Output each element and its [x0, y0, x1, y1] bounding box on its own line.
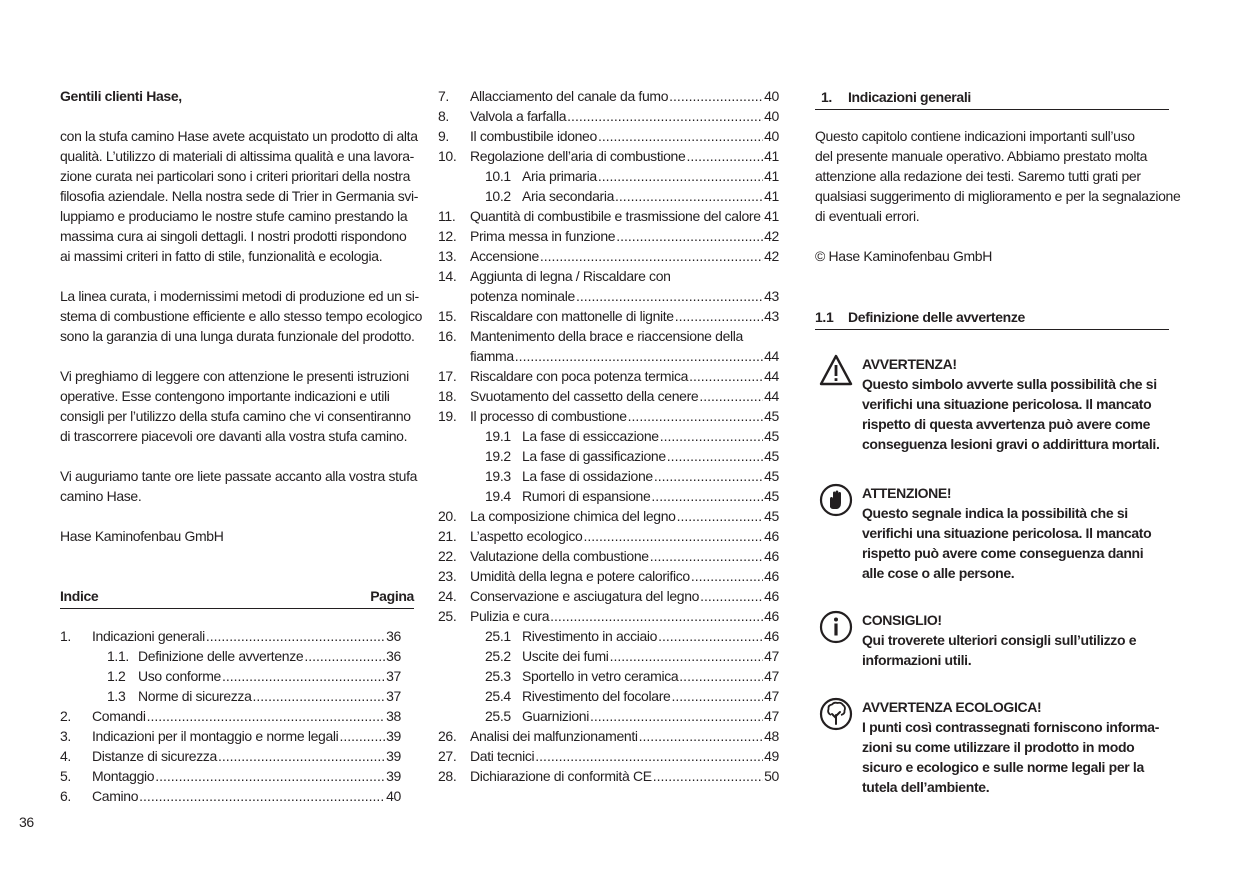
text-line: consigli per l’utilizzo della stufa camino che vi consentiranno: [60, 408, 411, 424]
toc-number: 28.: [438, 768, 457, 784]
toc-number: 1.: [60, 628, 71, 644]
section-number: 1.1: [815, 309, 834, 325]
toc-leader-dots: [628, 406, 763, 426]
toc-number: 19.3: [485, 468, 511, 484]
toc-leader-dots: [147, 706, 386, 726]
toc-entry[interactable]: [92, 746, 401, 766]
toc-page-number: 38: [386, 708, 401, 724]
toc-entry[interactable]: [470, 366, 779, 386]
intro-paragraph-3: [60, 366, 414, 446]
toc-leader-dots: [660, 426, 763, 446]
text-line: Qui troverete ulteriori consigli sull’utilizzo e: [862, 632, 1137, 648]
text-line: qualsiasi suggerimento di miglioramento e per la segnalazione: [815, 188, 1181, 204]
toc-page-number: 43: [764, 308, 779, 324]
toc-leader-dots: [583, 526, 763, 546]
toc-leader-dots: [139, 786, 385, 806]
page-number: 36: [19, 814, 34, 830]
toc-leader-dots: [671, 686, 763, 706]
toc-number: 9.: [438, 128, 449, 144]
toc-entry[interactable]: [470, 286, 779, 306]
intro-paragraph-2: [60, 286, 423, 346]
toc-page-number: 45: [764, 488, 779, 504]
toc-title: Il processo di combustione: [470, 408, 627, 424]
toc-title: Dati tecnici: [470, 748, 535, 764]
index-header: [60, 585, 414, 609]
toc-entry[interactable]: [470, 746, 779, 766]
toc-entry[interactable]: [470, 346, 779, 366]
stop-hand-icon: [819, 483, 853, 517]
toc-entry[interactable]: [522, 166, 779, 186]
toc-title[interactable]: Mantenimento della brace e riaccensione della: [470, 328, 743, 344]
toc-entry[interactable]: [470, 526, 779, 546]
toc-title: Aria secondaria: [522, 188, 615, 204]
toc-title: Guarnizioni: [522, 708, 589, 724]
toc-entry[interactable]: [470, 226, 779, 246]
text-line: verifichi una situazione pericolosa. Il mancato: [862, 396, 1152, 412]
toc-page-number: 41: [764, 208, 779, 224]
toc-number: 25.3: [485, 668, 511, 684]
toc-title: Svuotamento del cassetto della cenere: [470, 388, 699, 404]
toc-number: 27.: [438, 748, 457, 764]
toc-number: 26.: [438, 728, 457, 744]
toc-entry[interactable]: [470, 606, 779, 626]
section-title: Definizione delle avvertenze: [848, 309, 1025, 325]
index-title: Indice: [60, 588, 99, 604]
toc-leader-dots: [535, 746, 763, 766]
toc-leader-dots: [677, 506, 764, 526]
section-1-text: [815, 126, 1181, 226]
toc-number: 19.: [438, 408, 457, 424]
section-title: Indicazioni generali: [848, 89, 971, 105]
text-line: Vi preghiamo di leggere con attenzione le presenti istruzioni: [60, 368, 409, 384]
toc-entry[interactable]: [522, 486, 779, 506]
toc-page-number: 40: [764, 128, 779, 144]
toc-page-number: 40: [386, 788, 401, 804]
notice-title: ATTENZIONE!: [862, 485, 952, 501]
toc-title: Valvola a farfalla: [470, 108, 567, 124]
toc-page-number: 36: [386, 648, 401, 664]
toc-title: Conservazione e asciugatura del legno: [470, 588, 700, 604]
toc-title: La fase di gassificazione: [522, 448, 666, 464]
toc-leader-dots: [540, 246, 763, 266]
toc-number: 10.: [438, 148, 457, 164]
toc-entry[interactable]: [138, 686, 401, 706]
toc-leader-dots: [515, 346, 763, 366]
text-line: di eventuali errori.: [815, 208, 920, 224]
toc-number: 8.: [438, 108, 449, 124]
toc-leader-dots: [658, 626, 763, 646]
text-line: verifichi una situazione pericolosa. Il mancato: [862, 525, 1152, 541]
toc-entry[interactable]: [138, 646, 401, 666]
toc-page-number: 45: [764, 508, 779, 524]
text-line: I punti così contrassegnati forniscono informa-: [862, 719, 1160, 735]
toc-entry[interactable]: [522, 186, 779, 206]
toc-number: 19.1: [485, 428, 511, 444]
toc-title: Riscaldare con mattonelle di lignite: [470, 308, 674, 324]
toc-page-number: 47: [764, 668, 779, 684]
text-line: informazioni utili.: [862, 652, 972, 668]
toc-page-number: 46: [764, 608, 779, 624]
toc-number: 19.4: [485, 488, 511, 504]
tree-leaf-icon: [819, 697, 853, 731]
toc-page-number: 44: [764, 348, 779, 364]
toc-number: 24.: [438, 588, 457, 604]
toc-entry[interactable]: [470, 726, 779, 746]
toc-number: 23.: [438, 568, 457, 584]
toc-title: Riscaldare con poca potenza termica: [470, 368, 689, 384]
notice-body: [862, 483, 1172, 583]
toc-leader-dots: [653, 766, 763, 786]
toc-number: 4.: [60, 748, 71, 764]
text-line: zioni su come utilizzare il prodotto in modo: [862, 739, 1135, 755]
toc-number: 11.: [438, 208, 456, 224]
toc-page-number: 39: [386, 748, 401, 764]
toc-number: 16.: [438, 328, 457, 344]
toc-leader-dots: [679, 666, 763, 686]
toc-title: Rivestimento del focolare: [522, 688, 671, 704]
toc-title: Indicazioni per il montaggio e norme legali: [92, 728, 339, 744]
toc-entry[interactable]: [470, 406, 779, 426]
toc-entry[interactable]: [470, 506, 779, 526]
greeting: Gentili clienti Hase,: [60, 88, 182, 104]
toc-number: 6.: [60, 788, 71, 804]
toc-entry[interactable]: [470, 306, 779, 326]
toc-number: 25.2: [485, 648, 511, 664]
toc-title: Definizione delle avvertenze: [138, 648, 304, 664]
toc-leader-dots: [610, 646, 764, 666]
intro-paragraph-4: [60, 466, 418, 506]
toc-leader-dots: [253, 686, 386, 706]
toc-page-number: 41: [764, 188, 779, 204]
toc-leader-dots: [550, 606, 763, 626]
toc-number: 25.5: [485, 708, 511, 724]
toc-page-number: 41: [764, 168, 779, 184]
toc-page-number: 39: [386, 728, 401, 744]
text-line: di trascorrere piacevoli ore davanti alla vostra stufa camino.: [60, 428, 408, 444]
toc-page-number: 42: [764, 248, 779, 264]
toc-page-number: 46: [764, 628, 779, 644]
toc-leader-dots: [206, 626, 385, 646]
toc-number: 1.1.: [107, 648, 129, 664]
section-number: 1.: [821, 89, 832, 105]
toc-number: 1.2: [107, 668, 126, 684]
toc-page-number: 37: [386, 668, 401, 684]
notice-body: [862, 354, 1172, 454]
toc-entry[interactable]: [470, 146, 779, 166]
toc-leader-dots: [675, 306, 763, 326]
toc-title: Distanze di sicurezza: [92, 748, 217, 764]
toc-page-number: 43: [764, 288, 779, 304]
text-line: del presente manuale operativo. Abbiamo prestato molta: [815, 148, 1148, 164]
toc-page-number: 41: [764, 148, 779, 164]
toc-page-number: 47: [764, 688, 779, 704]
toc-title: Quantità di combustibile e trasmissione del calore: [470, 208, 761, 224]
toc-title: La fase di essiccazione: [522, 428, 659, 444]
text-line: alle cose o alle persone.: [862, 565, 1015, 581]
toc-page-number: 45: [764, 448, 779, 464]
toc-title: potenza nominale: [470, 288, 575, 304]
text-line: rispetto può avere come conseguenza danni: [862, 545, 1144, 561]
toc-title: Rivestimento in acciaio: [522, 628, 658, 644]
toc-title: Valutazione della combustione: [470, 548, 649, 564]
text-line: qualità. L’utilizzo di materiali di altissima qualità e una lavora-: [60, 148, 414, 164]
toc-leader-dots: [304, 646, 385, 666]
toc-entry[interactable]: [470, 766, 779, 786]
toc-title: Pulizia e cura: [470, 608, 550, 624]
toc-number: 7.: [438, 88, 449, 104]
section-1-1-heading: [815, 306, 1169, 330]
toc-title: Uso conforme: [138, 668, 221, 684]
toc-entry[interactable]: [92, 786, 401, 806]
text-line: zione curata nei particolari sono i criteri prioritari della nostra: [60, 168, 411, 184]
index-page-label: Pagina: [370, 588, 414, 604]
copyright: © Hase Kaminofenbau GmbH: [815, 248, 993, 264]
toc-number: 25.4: [485, 688, 511, 704]
text-line: tutela dell’ambiente.: [862, 779, 990, 795]
toc-entry[interactable]: [470, 106, 779, 126]
toc-title: Norme di sicurezza: [138, 688, 252, 704]
toc-leader-dots: [598, 166, 763, 186]
toc-leader-dots: [700, 586, 763, 606]
toc-number: 3.: [60, 728, 71, 744]
toc-number: 13.: [438, 248, 457, 264]
toc-entry[interactable]: [92, 766, 401, 786]
toc-entry[interactable]: [138, 666, 401, 686]
notice-title: AVVERTENZA ECOLOGICA!: [862, 699, 1042, 715]
toc-leader-dots: [218, 746, 385, 766]
toc-page-number: 45: [764, 408, 779, 424]
toc-page-number: 37: [386, 688, 401, 704]
toc-page-number: 44: [764, 368, 779, 384]
toc-page-number: 49: [764, 748, 779, 764]
toc-number: 25.: [438, 608, 457, 624]
toc-leader-dots: [650, 546, 763, 566]
toc-number: 14.: [438, 268, 457, 284]
toc-entry[interactable]: [470, 566, 779, 586]
toc-number: 19.2: [485, 448, 511, 464]
toc-page-number: 39: [386, 768, 401, 784]
toc-page-number: 47: [764, 648, 779, 664]
toc-leader-dots: [689, 366, 763, 386]
toc-entry[interactable]: [522, 466, 779, 486]
toc-title: Comandi: [92, 708, 146, 724]
toc-page-number: 47: [764, 708, 779, 724]
toc-leader-dots: [155, 766, 385, 786]
toc-title: Dichiarazione di conformità CE: [470, 768, 652, 784]
intro-paragraph-1: [60, 126, 419, 266]
text-line: massima cura ai singoli dettagli. I nostri prodotti rispondono: [60, 228, 407, 244]
text-line: stema di combustione efficiente e allo stesso tempo ecologico: [60, 308, 423, 324]
toc-number: 5.: [60, 768, 71, 784]
toc-leader-dots: [616, 226, 763, 246]
toc-leader-dots: [576, 286, 763, 306]
toc-leader-dots: [669, 86, 763, 106]
toc-entry[interactable]: [470, 386, 779, 406]
text-line: La linea curata, i modernissimi metodi di produzione ed un si-: [60, 288, 419, 304]
text-line: Questo segnale indica la possibilità che si: [862, 505, 1128, 521]
toc-number: 17.: [438, 368, 457, 384]
signature: Hase Kaminofenbau GmbH: [60, 528, 224, 544]
toc-title: Umidità della legna e potere calorifico: [470, 568, 690, 584]
text-line: camino Hase.: [60, 488, 142, 504]
toc-page-number: 46: [764, 568, 779, 584]
notice-body: [862, 697, 1172, 797]
section-1-heading: [815, 86, 1169, 110]
text-line: rispetto di questa avvertenza può avere come: [862, 416, 1151, 432]
toc-leader-dots: [691, 566, 763, 586]
text-line: operative. Esse contengono importante indicazioni e utili: [60, 388, 390, 404]
toc-number: 25.1: [485, 628, 511, 644]
toc-page-number: 45: [764, 428, 779, 444]
toc-leader-dots: [339, 726, 385, 746]
toc-entry[interactable]: [92, 706, 401, 726]
toc-title: La composizione chimica del legno: [470, 508, 676, 524]
toc-number: 10.2: [485, 188, 511, 204]
text-line: Questo capitolo contiene indicazioni importanti sull’uso: [815, 128, 1135, 144]
toc-number: 1.3: [107, 688, 126, 704]
toc-entry[interactable]: [470, 86, 779, 106]
toc-leader-dots: [651, 486, 763, 506]
text-line: filosofia aziendale. Nella nostra sede di Trier in Germania svi-: [60, 188, 419, 204]
toc-leader-dots: [567, 106, 763, 126]
text-line: ai massimi criteri in fatto di stile, funzionalità e ecologia.: [60, 248, 383, 264]
toc-title: L’aspetto ecologico: [470, 528, 583, 544]
toc-page-number: 40: [764, 108, 779, 124]
toc-title: Camino: [92, 788, 139, 804]
toc-number: 15.: [438, 308, 457, 324]
toc-leader-dots: [222, 666, 385, 686]
notice-body: [862, 610, 1172, 670]
toc-leader-dots: [654, 466, 763, 486]
toc-title: Uscite dei fumi: [522, 648, 609, 664]
toc-entry[interactable]: [470, 586, 779, 606]
toc-entry[interactable]: [522, 666, 779, 686]
notice-title: CONSIGLIO!: [862, 612, 942, 628]
text-line: Vi auguriamo tante ore liete passate accanto alla vostra stufa: [60, 468, 418, 484]
toc-page-number: 46: [764, 548, 779, 564]
toc-number: 20.: [438, 508, 457, 524]
toc-leader-dots: [686, 146, 763, 166]
toc-page-number: 44: [764, 388, 779, 404]
toc-page-number: 46: [764, 528, 779, 544]
toc-page-number: 42: [764, 228, 779, 244]
text-line: sicuro e ecologico e sulle norme legali per la: [862, 759, 1144, 775]
info-icon: [819, 610, 853, 644]
toc-page-number: 45: [764, 468, 779, 484]
toc-page-number: 36: [386, 628, 401, 644]
toc-page-number: 46: [764, 588, 779, 604]
toc-entry[interactable]: [522, 686, 779, 706]
text-line: sono la garanzia di una lunga durata funzionale del prodotto.: [60, 328, 415, 344]
text-line: attenzione alla redazione dei testi. Saremo tutti grati per: [815, 168, 1141, 184]
toc-title: Indicazioni generali: [92, 628, 205, 644]
text-line: conseguenza lesioni gravi o addirittura mortali.: [862, 436, 1160, 452]
toc-number: 21.: [438, 528, 457, 544]
toc-title[interactable]: Aggiunta di legna / Riscaldare con: [470, 268, 671, 284]
toc-title: Aria primaria: [522, 168, 597, 184]
toc-leader-dots: [590, 706, 763, 726]
toc-leader-dots: [667, 446, 763, 466]
warning-triangle-icon: [819, 354, 853, 388]
toc-entry[interactable]: [522, 706, 779, 726]
toc-number: 18.: [438, 388, 457, 404]
toc-page-number: 50: [764, 768, 779, 784]
notice-title: AVVERTENZA!: [862, 356, 957, 372]
toc-leader-dots: [615, 186, 763, 206]
toc-entry[interactable]: [522, 626, 779, 646]
toc-number: 2.: [60, 708, 71, 724]
toc-title: Accensione: [470, 248, 539, 264]
toc-title: Allacciamento del canale da fumo: [470, 88, 669, 104]
toc-page-number: 48: [764, 728, 779, 744]
text-line: con la stufa camino Hase avete acquistato un prodotto di alta: [60, 128, 418, 144]
toc-leader-dots: [699, 386, 763, 406]
text-line: Questo simbolo avverte sulla possibilità che si: [862, 376, 1157, 392]
toc-title: Regolazione dell’aria di combustione: [470, 148, 686, 164]
toc-entry[interactable]: [522, 446, 779, 466]
toc-leader-dots: [598, 126, 763, 146]
toc-number: 10.1: [485, 168, 511, 184]
toc-number: 12.: [438, 228, 457, 244]
text-line: luppiamo e produciamo le nostre stufe camino prestando la: [60, 208, 408, 224]
toc-entry[interactable]: [522, 646, 779, 666]
toc-entry[interactable]: [470, 126, 779, 146]
toc-number: 22.: [438, 548, 457, 564]
toc-leader-dots: [639, 726, 763, 746]
toc-page-number: 40: [764, 88, 779, 104]
toc-entry[interactable]: [470, 206, 779, 226]
toc-entry[interactable]: [92, 626, 401, 646]
toc-title: Rumori di espansione: [522, 488, 651, 504]
toc-leader-dots: [762, 206, 763, 226]
toc-title: Prima messa in funzione: [470, 228, 616, 244]
toc-entry[interactable]: [470, 246, 779, 266]
toc-entry[interactable]: [470, 546, 779, 566]
toc-entry[interactable]: [92, 726, 401, 746]
toc-title: Montaggio: [92, 768, 155, 784]
toc-title: Sportello in vetro ceramica: [522, 668, 679, 684]
toc-title: Il combustibile idoneo: [470, 128, 597, 144]
toc-title: fiamma: [470, 348, 514, 364]
toc-title: Analisi dei malfunzionamenti: [470, 728, 638, 744]
toc-title: La fase di ossidazione: [522, 468, 653, 484]
toc-entry[interactable]: [522, 426, 779, 446]
